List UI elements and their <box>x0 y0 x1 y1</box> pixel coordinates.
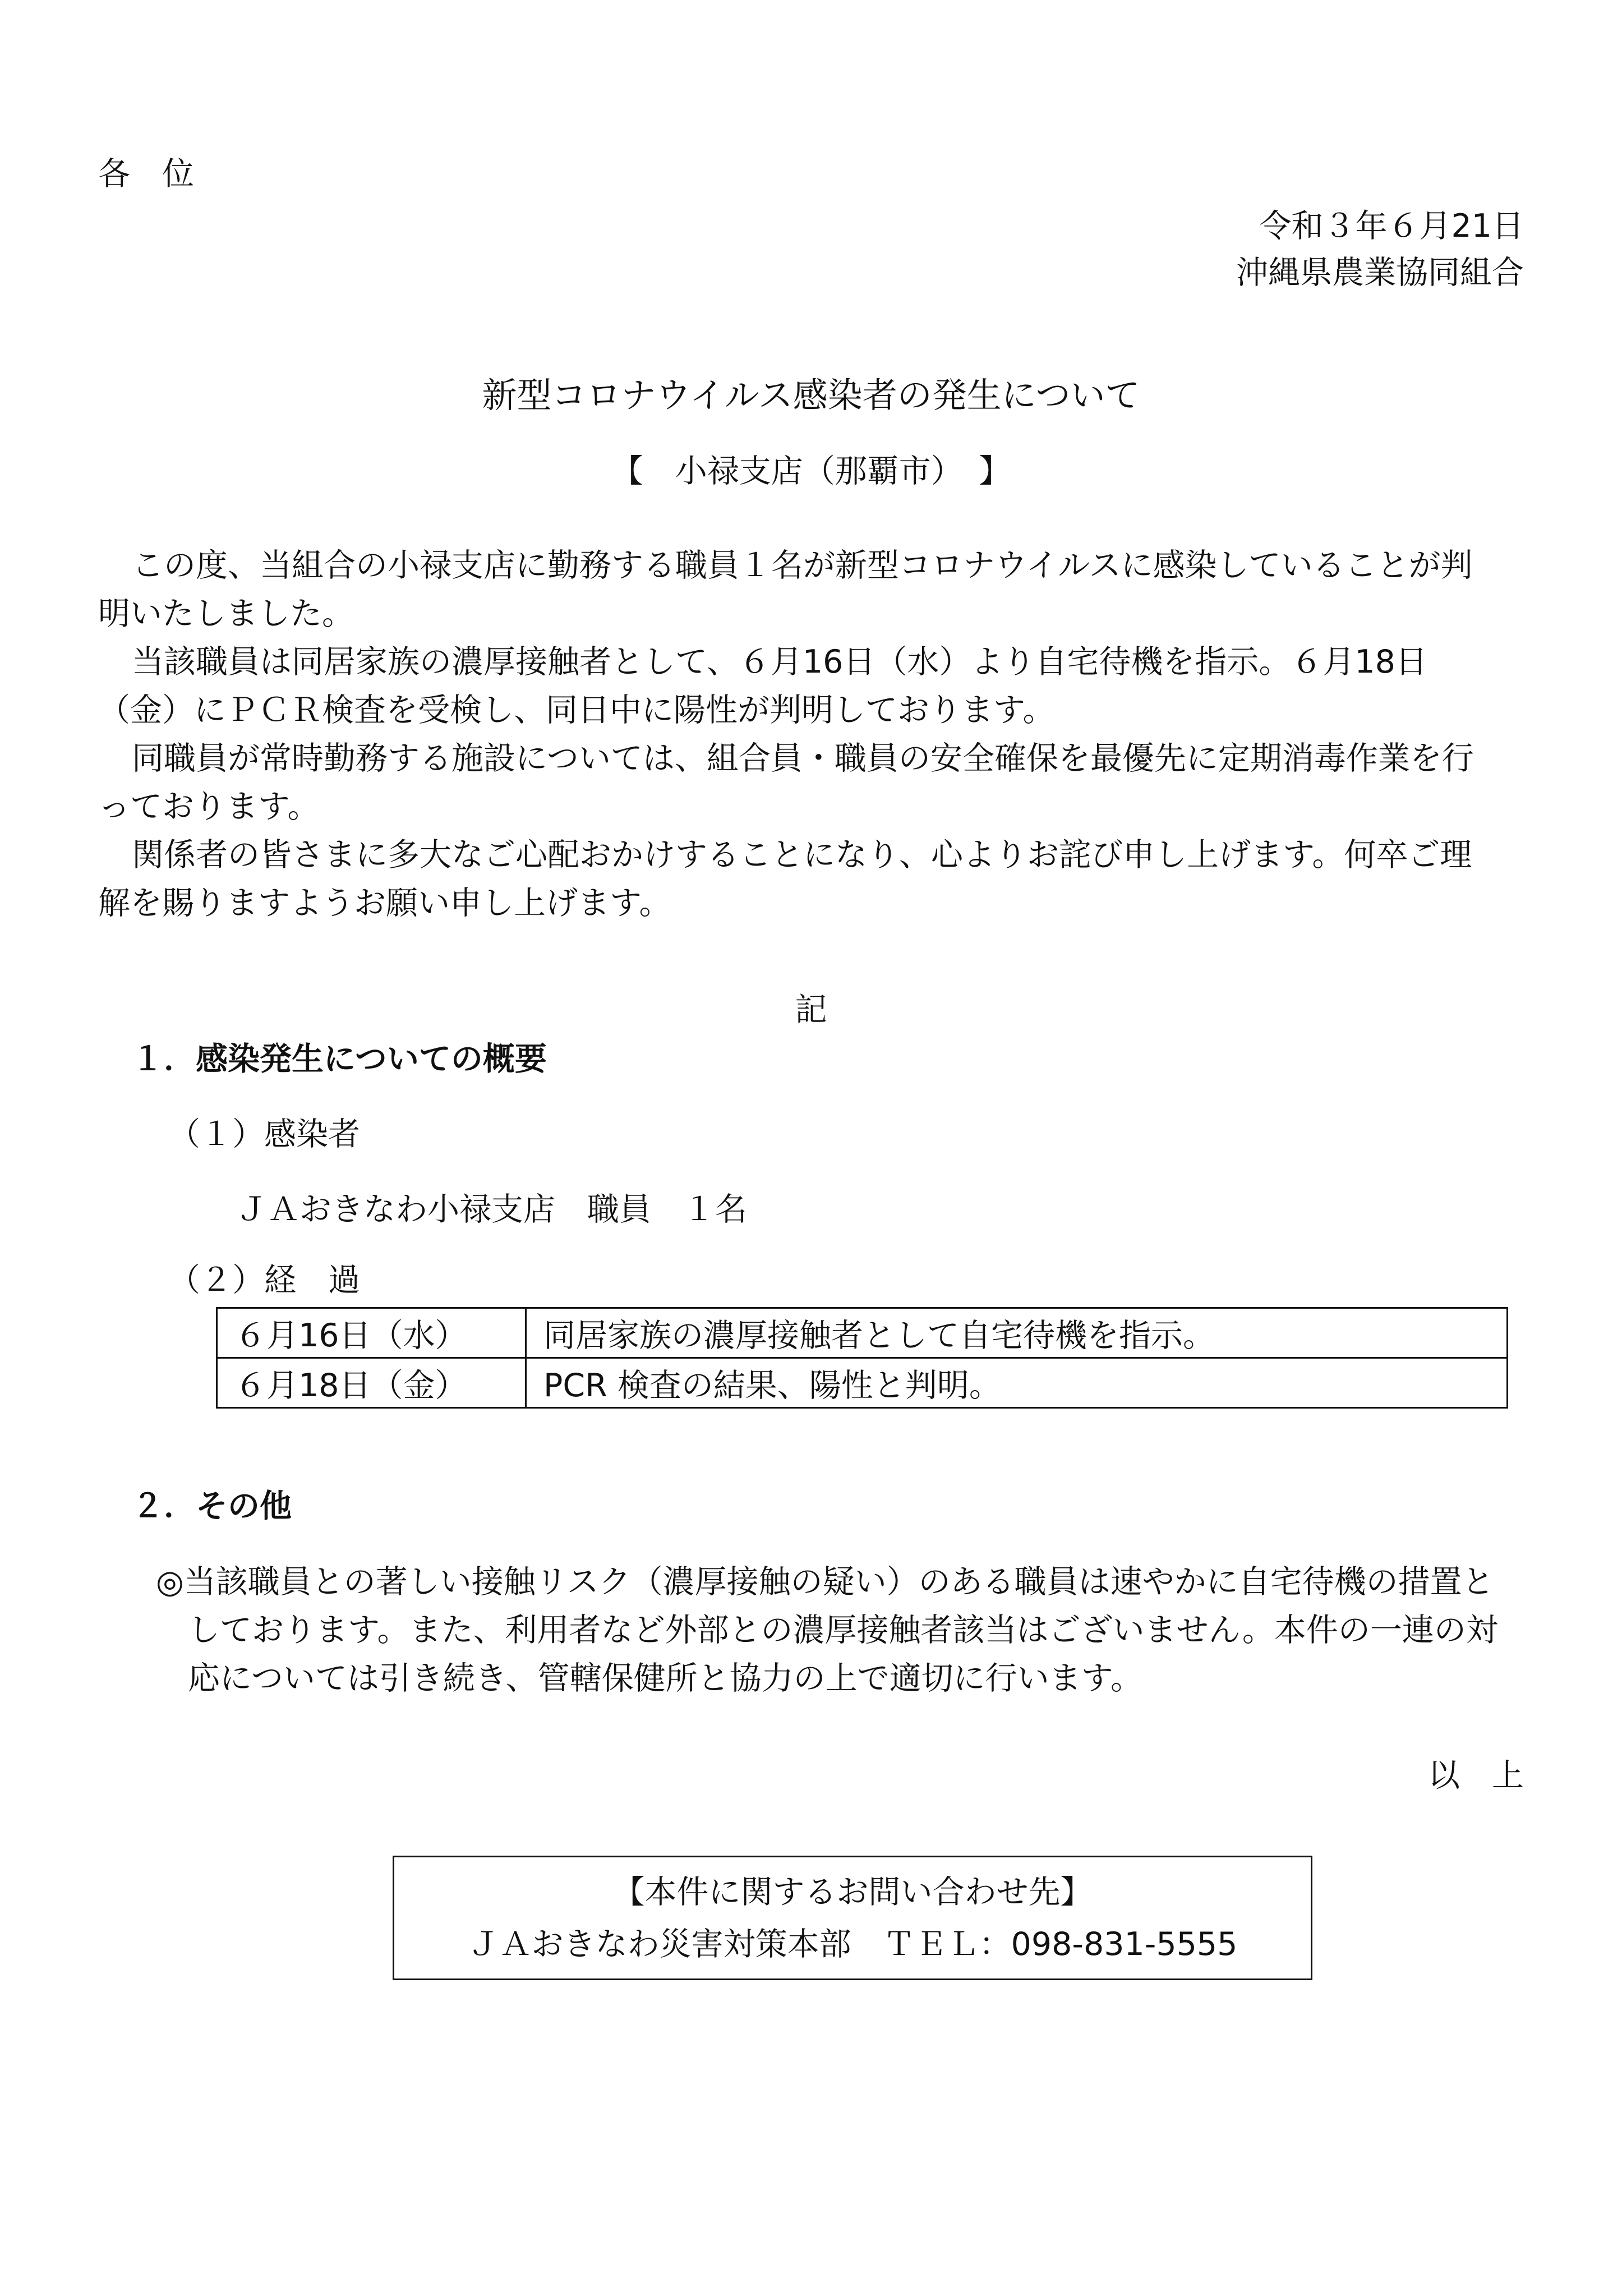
body-paragraph-3: 同職員が常時勤務する施設については、組合員・職員の安全確保を最優先に定期消毒作業を行 <box>132 740 1474 777</box>
body-paragraph-4-cont: 解を賜りますようお願い申し上げます。 <box>98 885 671 922</box>
table-cell-event: 同居家族の濃厚接触者として自宅待機を指示。 <box>526 1308 1508 1358</box>
section-2-heading: ２．その他 <box>132 1488 292 1525</box>
table-cell-date: ６月16日（水） <box>217 1308 526 1358</box>
closing-mark: 以 上 <box>1428 1757 1524 1794</box>
infected-value: ＪＡおきなわ小禄支店 職員 １名 <box>236 1191 747 1228</box>
contact-box <box>393 1856 1312 1980</box>
progress-label: （２）経 過 <box>168 1262 360 1299</box>
progress-table <box>216 1307 1508 1409</box>
document-subtitle: 【 小禄支店（那覇市） 】 <box>611 453 1011 490</box>
document-date: 令和３年６月21日 <box>1259 208 1524 245</box>
ki-mark: 記 <box>795 991 827 1028</box>
table-cell-event: PCR 検査の結果、陽性と判明。 <box>526 1358 1508 1408</box>
other-line-2: しております。また、利用者など外部との濃厚接触者該当はございません。本件の一連の対 <box>188 1612 1498 1649</box>
body-paragraph-2: 当該職員は同居家族の濃厚接触者として、６月16日（水）より自宅待機を指示。６月18日 <box>132 643 1427 680</box>
contact-line: ＪＡおきなわ災害対策本部 ＴＥＬ：098-831-5555 <box>467 1926 1238 1963</box>
contact-heading: 【本件に関するお問い合わせ先】 <box>612 1874 1093 1911</box>
other-line-3: 応については引き続き、管轄保健所と協力の上で適切に行います。 <box>188 1660 1143 1697</box>
body-paragraph-2-cont: （金）にＰＣＲ検査を受検し、同日中に陽性が判明しております。 <box>98 692 1055 729</box>
document-title: 新型コロナウイルス感染者の発生について <box>482 375 1140 416</box>
issuer-name: 沖縄県農業協同組合 <box>1236 254 1524 291</box>
table-row <box>217 1358 1508 1408</box>
infected-label: （１）感染者 <box>168 1116 360 1153</box>
body-paragraph-1-cont: 明いたしました。 <box>98 595 354 632</box>
table-cell-date: ６月18日（金） <box>217 1358 526 1408</box>
body-paragraph-1: この度、当組合の小禄支店に勤務する職員１名が新型コロナウイルスに感染していることが判 <box>132 547 1473 584</box>
addressee: 各 位 <box>98 155 194 192</box>
body-paragraph-4: 関係者の皆さまに多大なご心配おかけすることになり、心よりお詫び申し上げます。何卒ご理 <box>132 836 1472 873</box>
table-row <box>217 1308 1508 1358</box>
section-1-heading: １．感染発生についての概要 <box>132 1041 547 1078</box>
body-paragraph-3-cont: っております。 <box>98 788 320 825</box>
other-line-1: ◎当該職員との著しい接触リスク（濃厚接触の疑い）のある職員は速やかに自宅待機の措置と <box>156 1563 1494 1600</box>
